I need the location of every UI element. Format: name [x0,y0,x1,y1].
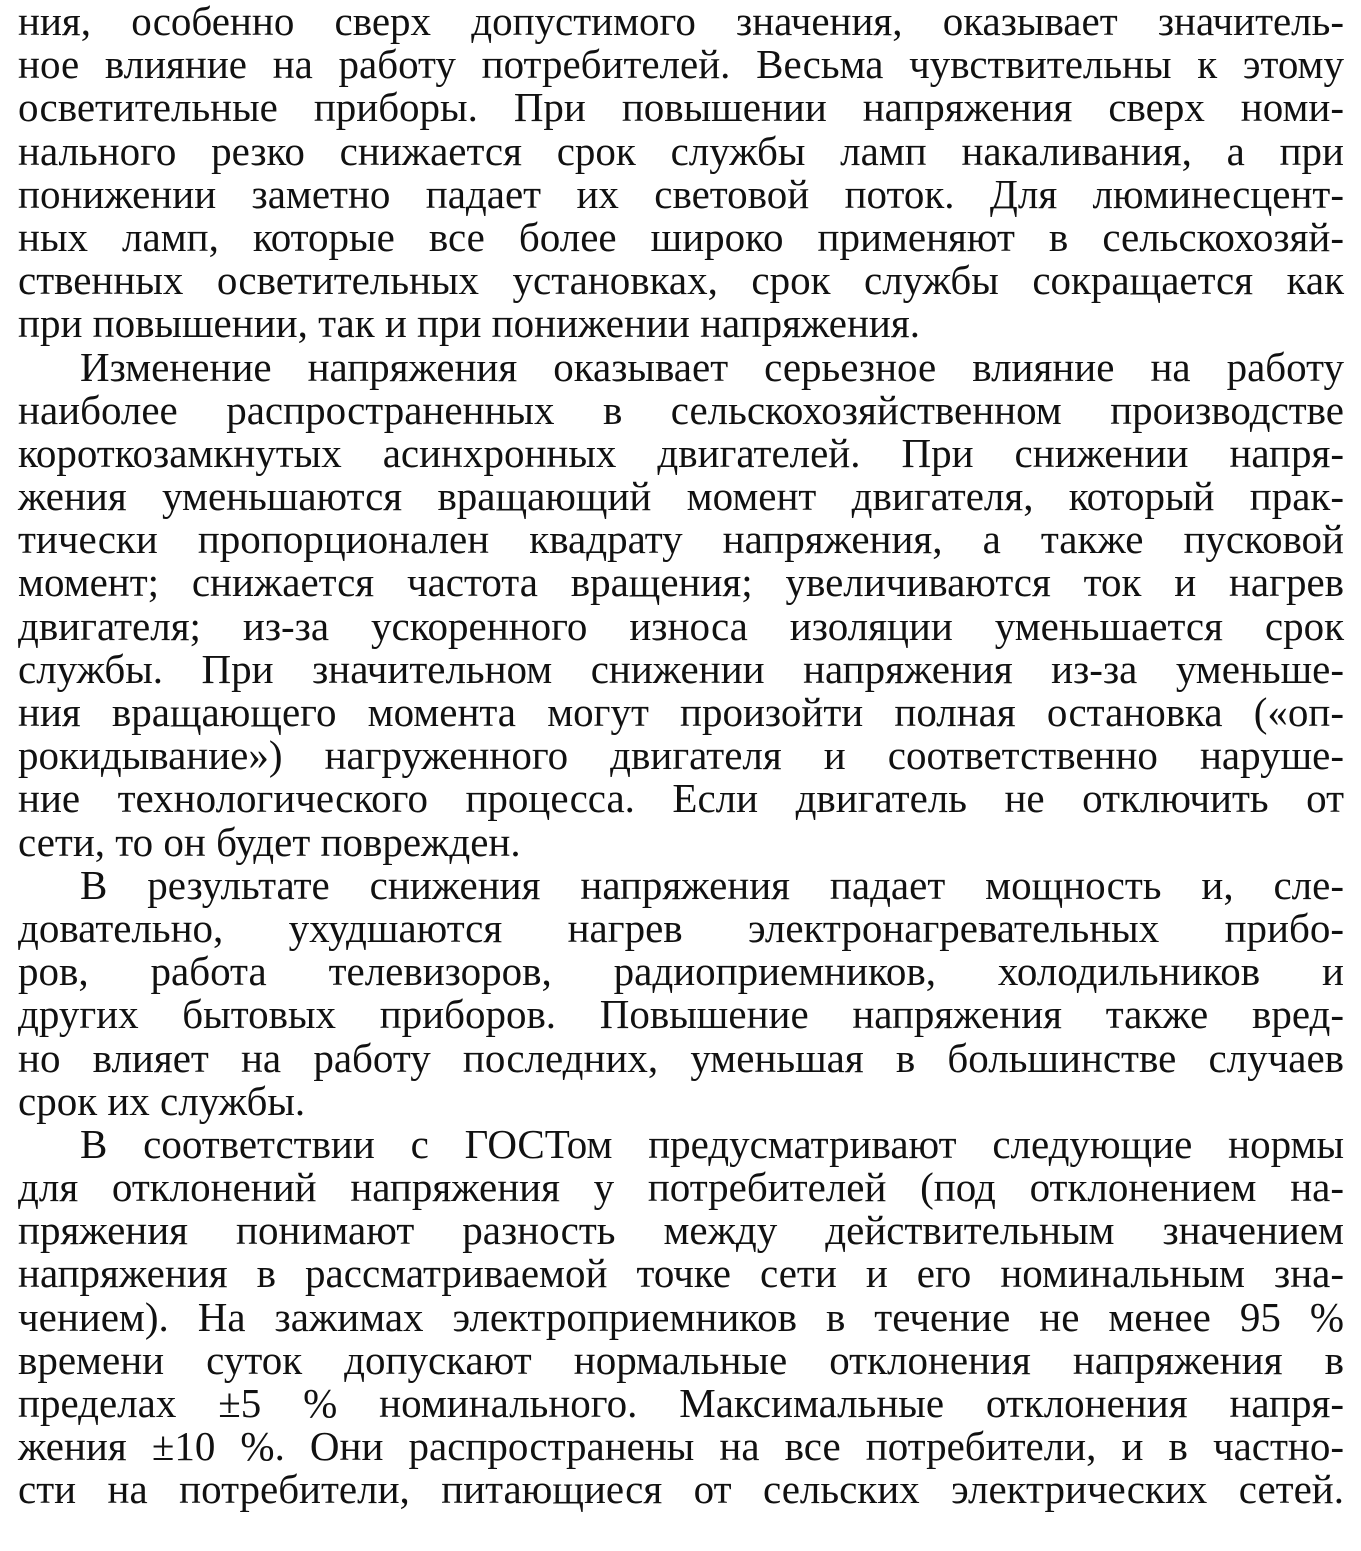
text-line: двигателя; из-за ускоренного износа изоляции уменьшается срок [18,602,1344,649]
text-line: чением). На зажимах электроприемников в течение не менее 95 % [18,1293,1344,1340]
text-line: момент; снижается частота вращения; увеличиваются ток и нагрев [18,559,1344,606]
text-line: других бытовых приборов. Повышение напряжения также вред- [18,991,1344,1038]
text-line: рокидывание») нагруженного двигателя и соответственно наруше- [18,732,1344,779]
paragraph-1 [18,0,1344,346]
text-line: наиболее распространенных в сельскохозяйственном производстве [18,386,1344,433]
text-line: довательно, ухудшаются нагрев электронагревательных прибо- [18,904,1344,951]
text-line: ров, работа телевизоров, радиоприемников, холодильников и [18,948,1344,995]
text-line: ние технологического процесса. Если двигатель не отключить от [18,775,1344,822]
text-line: В соответствии с ГОСТом предусматривают следующие нормы [80,1120,1344,1167]
text-line: жения ±10 %. Они распространены на все потребители, и в частно- [18,1423,1344,1470]
text-line: ное влияние на работу потребителей. Весьма чувствительны к этому [18,41,1344,88]
text-line: сети, то он будет поврежден. [18,818,521,865]
text-line: жения уменьшаются вращающий момент двигателя, который прак- [18,473,1344,520]
text-line: но влияет на работу последних, уменьшая в большинстве случаев [18,1034,1344,1081]
paragraph-2 [18,343,1344,865]
text-line: ных ламп, которые все более широко применяют в сельскохозяй- [18,213,1344,260]
text-line: В результате снижения напряжения падает мощность и, сле- [80,861,1344,908]
text-line: при повышении, так и при понижении напряжения. [18,300,920,347]
text-line: ния, особенно сверх допустимого значения, оказывает значитель- [18,0,1344,44]
text-line: службы. При значительном снижении напряжения из-за уменьше- [18,645,1344,692]
text-line: ственных осветительных установках, срок службы сокращается как [18,257,1344,304]
text-line: времени суток допускают нормальные отклонения напряжения в [18,1336,1344,1383]
text-line: тически пропорционален квадрату напряжения, а также пусковой [18,516,1344,563]
text-line: Изменение напряжения оказывает серьезное влияние на работу [80,343,1344,390]
text-line: для отклонений напряжения у потребителей (под отклонением на- [18,1164,1344,1211]
text-line: нального резко снижается срок службы ламп накаливания, а при [18,127,1344,174]
paragraph-3 [18,861,1344,1124]
text-line: осветительные приборы. При повышении напряжения сверх номи- [18,84,1344,131]
text-line: напряжения в рассматриваемой точке сети и его номинальным зна- [18,1250,1344,1297]
text-line: срок их службы. [18,1077,306,1124]
document-page [18,0,1344,1512]
text-line: сти на потребители, питающиеся от сельских электрических сетей. [18,1466,1344,1513]
paragraph-4 [18,1120,1344,1513]
text-line: пряжения понимают разность между действительным значением [18,1207,1344,1254]
text-line: короткозамкнутых асинхронных двигателей. При снижении напря- [18,429,1344,476]
text-line: ния вращающего момента могут произойти полная остановка («оп- [18,689,1344,735]
text-line: пределах ±5 % номинального. Максимальные отклонения напря- [18,1380,1344,1426]
text-line: понижении заметно падает их световой поток. Для люминесцент- [18,170,1344,217]
